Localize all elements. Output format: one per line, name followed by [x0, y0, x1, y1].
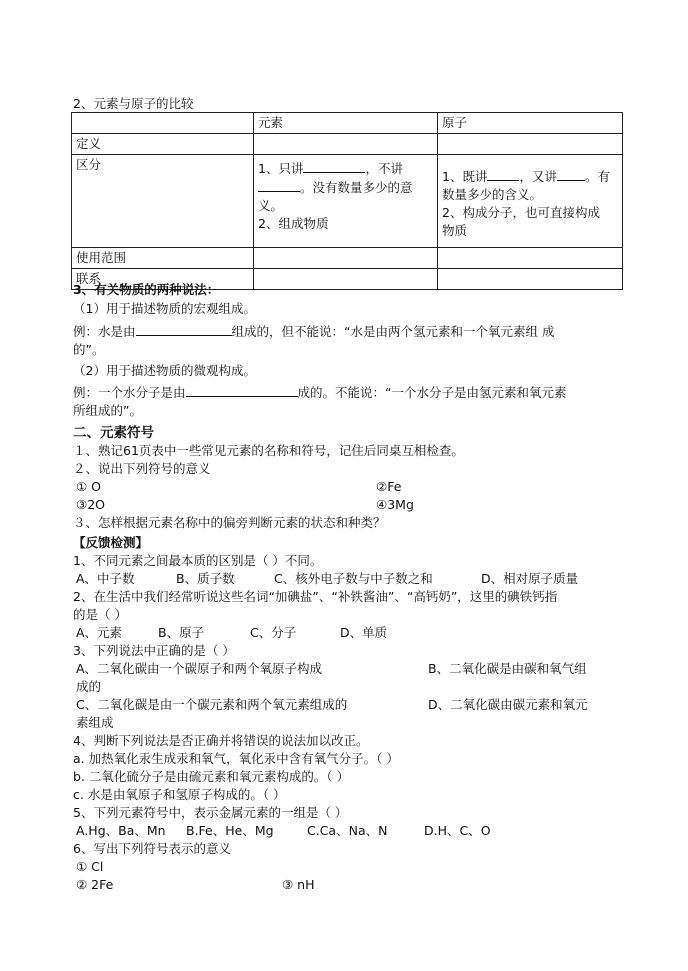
section3-example1-end: 的”。	[73, 342, 105, 357]
table-row	[72, 155, 623, 248]
row-label-difference: 区分	[72, 155, 254, 248]
cell-element-relation	[254, 269, 438, 290]
feedback-q4-c: c. 水是由氧原子和氢原子构成的。（ ）	[73, 787, 286, 802]
symbols-q2: ２、说出下列符号的意义	[73, 461, 211, 476]
feedback-q2-option-b: B、原子	[158, 625, 205, 640]
feedback-q5: 5、下列元素符号中，表示金属元素的一组是（ ）	[73, 805, 348, 820]
blank[interactable]	[303, 159, 365, 173]
element-diff-2b: 。没有数量多少的意	[300, 180, 413, 195]
section3-p2: （2）用于描述物质的微观构成。	[73, 363, 256, 378]
feedback-q2-option-c: C、分子	[250, 625, 297, 640]
cell-atom-relation	[438, 269, 623, 290]
feedback-q1-option-a: A、中子数	[76, 571, 135, 586]
feedback-q6: 6、写出下列符号表示的意义	[73, 841, 231, 856]
section2-title: 2、元素与原子的比较	[73, 96, 194, 111]
section3-title: 3、有关物质的两种说法：	[73, 282, 220, 297]
feedback-q1: 1、不同元素之间最本质的区别是（ ）不同。	[73, 553, 323, 568]
feedback-title: 【反馈检测】	[73, 535, 149, 550]
element-diff-1b: ，不讲	[365, 161, 403, 176]
blank[interactable]	[186, 383, 298, 397]
table-header-row	[72, 113, 623, 134]
section3-example1: 例：水是由 组成的，但不能说：“水是由两个氢元素和一个氧元素组 成	[73, 324, 555, 339]
atom-diff-1a: 1、既讲	[442, 169, 488, 184]
feedback-q3-option-c: C、二氧化碳是由一个碳元素和两个氧元素组成的	[76, 697, 348, 712]
row-label-relation: 联系	[72, 269, 254, 290]
blank[interactable]	[136, 322, 232, 336]
symbol-item-2: ②Fe	[376, 479, 402, 494]
element-diff-4: 2、组成物质	[258, 216, 329, 231]
feedback-q2-option-a: A、元素	[76, 625, 123, 640]
feedback-q5-option-b: B.Fe、He、Mg	[186, 823, 274, 838]
feedback-q6-item-2: ② 2Fe	[76, 877, 114, 892]
atom-diff-2: 数量多少的含义。	[442, 187, 543, 202]
feedback-q1-option-b: B、质子数	[176, 571, 235, 586]
symbols-q1: １、熟记61页表中一些常见元素的名称和符号，记住后同桌互相检查。	[73, 443, 464, 458]
feedback-q5-option-a: A.Hg、Ba、Mn	[76, 823, 166, 838]
feedback-q4-b: b. 二氧化硫分子是由硫元素和氧元素构成的。（ ）	[73, 769, 350, 784]
header-element: 元素	[254, 113, 438, 134]
comparison-table	[71, 112, 623, 290]
symbol-item-3: ③2O	[76, 497, 105, 512]
feedback-q3-option-d-end: 素组成	[76, 715, 114, 730]
cell-element-usage	[254, 248, 438, 269]
feedback-q6-item-1: ① Cl	[76, 859, 104, 874]
symbols-title: 二、元素符号	[73, 425, 154, 441]
feedback-q4: 4、判断下列说法是否正确并将错误的说法加以改正。	[73, 733, 369, 748]
header-atom: 原子	[438, 113, 623, 134]
feedback-q4-a: a. 加热氧化汞生成汞和氧气，氧化汞中含有氧气分子。（ ）	[73, 751, 399, 766]
symbol-item-4: ④3Mg	[376, 497, 414, 512]
feedback-q2-option-d: D、单质	[340, 625, 388, 640]
cell-atom-difference	[438, 155, 623, 248]
blank[interactable]	[258, 178, 300, 192]
cell-element-difference	[254, 155, 438, 248]
feedback-q2-end: 的是（ ）	[73, 607, 127, 622]
feedback-q1-option-c: C、核外电子数与中子数之和	[274, 571, 433, 586]
atom-diff-4: 物质	[442, 223, 468, 238]
atom-diff-3: 2、构成分子，也可直接构成	[442, 205, 600, 220]
table-row	[72, 248, 623, 269]
feedback-q3-option-a: A、二氧化碳由一个碳原子和两个氧原子构成	[76, 661, 323, 676]
symbols-q3: ３、怎样根据元素名称中的偏旁判断元素的状态和种类？	[73, 515, 386, 530]
atom-diff-1c: 。有	[584, 169, 610, 184]
cell-atom-usage	[438, 248, 623, 269]
table-row	[72, 134, 623, 155]
feedback-q3: 3、下列说法中正确的是（ ）	[73, 643, 235, 658]
symbol-item-1: ① O	[76, 479, 102, 494]
blank[interactable]	[557, 167, 585, 181]
header-empty	[72, 113, 254, 134]
feedback-q5-option-c: C.Ca、Na、N	[307, 823, 388, 838]
blank[interactable]	[487, 167, 519, 181]
section3-p1: （1）用于描述物质的宏观组成。	[73, 301, 256, 316]
element-diff-3: 义。	[258, 198, 284, 213]
section3-example2-end: 所组成的”。	[73, 403, 142, 418]
feedback-q3-option-b-end: 成的	[76, 679, 102, 694]
cell-atom-definition	[438, 134, 623, 155]
section3-example2: 例：一个水分子是由 成的。不能说：“一个水分子是由氢元素和氧元素	[73, 385, 567, 400]
feedback-q1-option-d: D、相对原子质量	[481, 571, 579, 586]
feedback-q6-item-3: ③ nH	[282, 877, 315, 892]
row-label-usage: 使用范围	[72, 248, 254, 269]
row-label-definition: 定义	[72, 134, 254, 155]
element-diff-1a: 1、只讲	[258, 161, 304, 176]
feedback-q2: 2、在生活中我们经常听说这些名词“加碘盐”、“补铁酱油”、“高钙奶”，这里的碘铁钙指	[73, 589, 558, 604]
feedback-q3-option-d: D、二氧化碳由碳元素和氧元	[428, 697, 588, 712]
feedback-q3-option-b: B、二氧化碳是由碳和氧气组	[428, 661, 587, 676]
atom-diff-1b: ，又讲	[519, 169, 557, 184]
cell-element-definition	[254, 134, 438, 155]
feedback-q5-option-d: D.H、C、O	[424, 823, 491, 838]
